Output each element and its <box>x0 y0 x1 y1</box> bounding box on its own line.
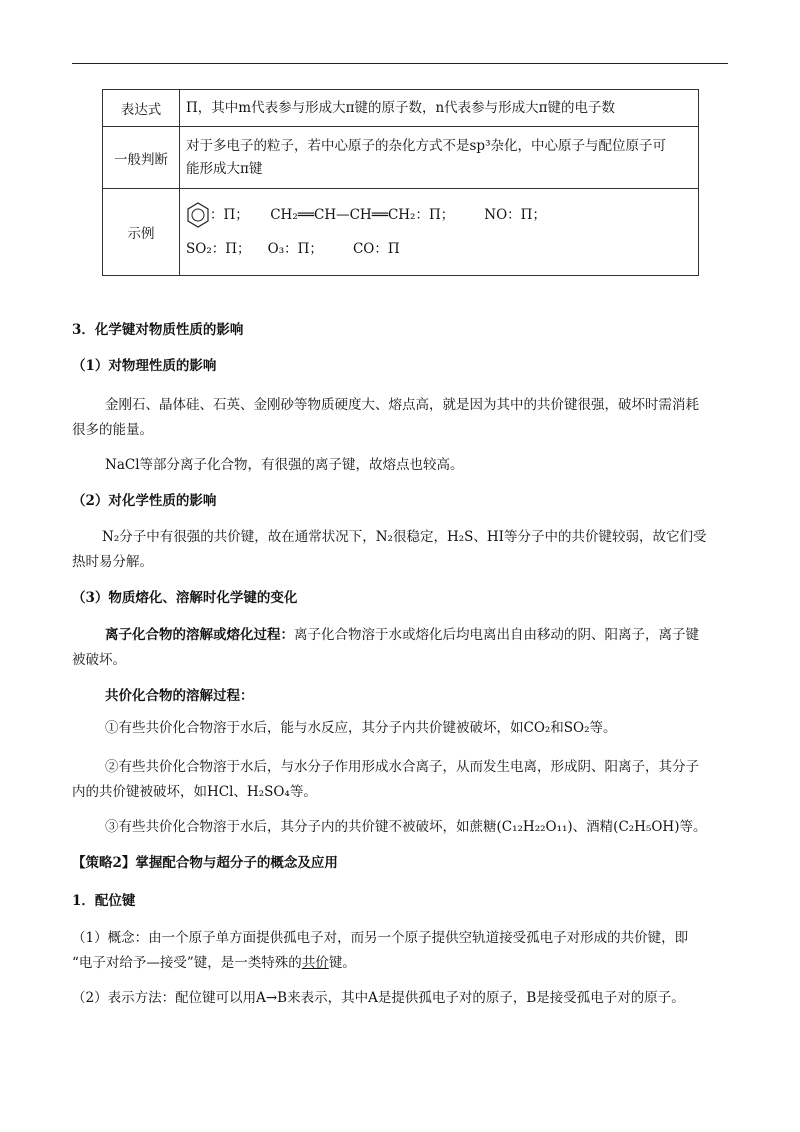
row-content: Π，其中m代表参与形成大π键的原子数，n代表参与形成大π键的电子数 <box>180 90 699 127</box>
benzene-ring-icon <box>186 202 210 228</box>
paragraph-line: （2）表示方法：配位键可以用A→B来表示，其中A是提供孤电子对的原子，B是接受孤电子对的原子。 <box>72 990 685 1006</box>
example-formulas: ：Π； CH₂══CH—CH══CH₂：Π； NO：Π； <box>210 206 546 223</box>
paragraph-line: 热时易分解。 <box>72 554 153 570</box>
row-content <box>180 127 699 189</box>
paragraph-line <box>72 950 728 976</box>
row-label: 表达式 <box>103 90 180 127</box>
paragraph-text: 离子化合物溶于水或熔化后均电离出自由移动的阴、阳离子，离子键 <box>294 627 699 643</box>
paragraph-line: 很多的能量。 <box>72 422 153 438</box>
paragraph-text: 键。 <box>328 955 356 971</box>
table-row <box>103 189 699 276</box>
row-label: 示例 <box>103 189 180 276</box>
subsection-heading: （2）对化学性质的影响 <box>72 493 217 509</box>
paragraph-text: “电子对给予—接受”键，是一类特殊的 <box>72 955 302 971</box>
paragraph-line: ①有些共价化合物溶于水后，能与水反应，其分子内共价键被破坏，如CO₂和SO₂等。 <box>105 720 617 736</box>
table-row <box>103 90 699 127</box>
strategy-heading: 【策略2】掌握配合物与超分子的概念及应用 <box>72 855 338 871</box>
bold-lead: 离子化合物的溶解或熔化过程： <box>105 627 294 643</box>
example-line <box>186 198 698 232</box>
header-rule <box>72 63 728 64</box>
paragraph-line <box>105 622 728 648</box>
row-content <box>180 189 699 276</box>
paragraph-line: NaCl等部分离子化合物，有很强的离子键，故熔点也较高。 <box>105 457 464 473</box>
paragraph-line: 被破坏。 <box>72 652 126 668</box>
example-formulas: SO₂：Π； O₃：Π； CO：Π <box>186 240 400 257</box>
pi-bond-table <box>102 89 699 276</box>
paragraph-line: 金刚石、晶体硅、石英、金刚砂等物质硬度大、熔点高，就是因为其中的共价键很强，破坏时需消耗 <box>105 397 699 413</box>
subsection-heading: （1）对物理性质的影响 <box>72 358 217 374</box>
paragraph-line: ②有些共价化合物溶于水后，与水分子作用形成水合离子，从而发生电离，形成阴、阳离子，其分子 <box>105 759 699 775</box>
paragraph-line: （1）概念：由一个原子单方面提供孤电子对，而另一个原子提供空轨道接受孤电子对形成的共价键，即 <box>72 930 689 946</box>
section-heading: 3．化学键对物质性质的影响 <box>72 322 244 338</box>
table-row <box>103 127 699 189</box>
paragraph-line: N₂分子中有很强的共价键，故在通常状况下，N₂很稳定，H₂S、HI等分子中的共价键较弱，故它们受 <box>102 529 707 545</box>
paragraph-line: ③有些共价化合物溶于水后，其分子内的共价键不被破坏，如蔗糖(C₁₂H₂₂O₁₁)、酒精(C₂H₅OH)等。 <box>105 819 707 835</box>
section-heading: 1．配位键 <box>72 893 136 909</box>
underlined-term: 共价 <box>301 955 329 971</box>
example-line <box>186 232 698 266</box>
content-line: 对于多电子的粒子，若中心原子的杂化方式不是sp³杂化，中心原子与配位原子可 <box>186 137 666 154</box>
row-label: 一般判断 <box>103 127 180 189</box>
content-line: 能形成大π键 <box>186 160 263 177</box>
paragraph-line: 内的共价键被破坏，如HCl、H₂SO₄等。 <box>72 784 317 800</box>
bold-lead: 共价化合物的溶解过程： <box>105 688 254 704</box>
subsection-heading: （3）物质熔化、溶解时化学键的变化 <box>72 590 298 606</box>
